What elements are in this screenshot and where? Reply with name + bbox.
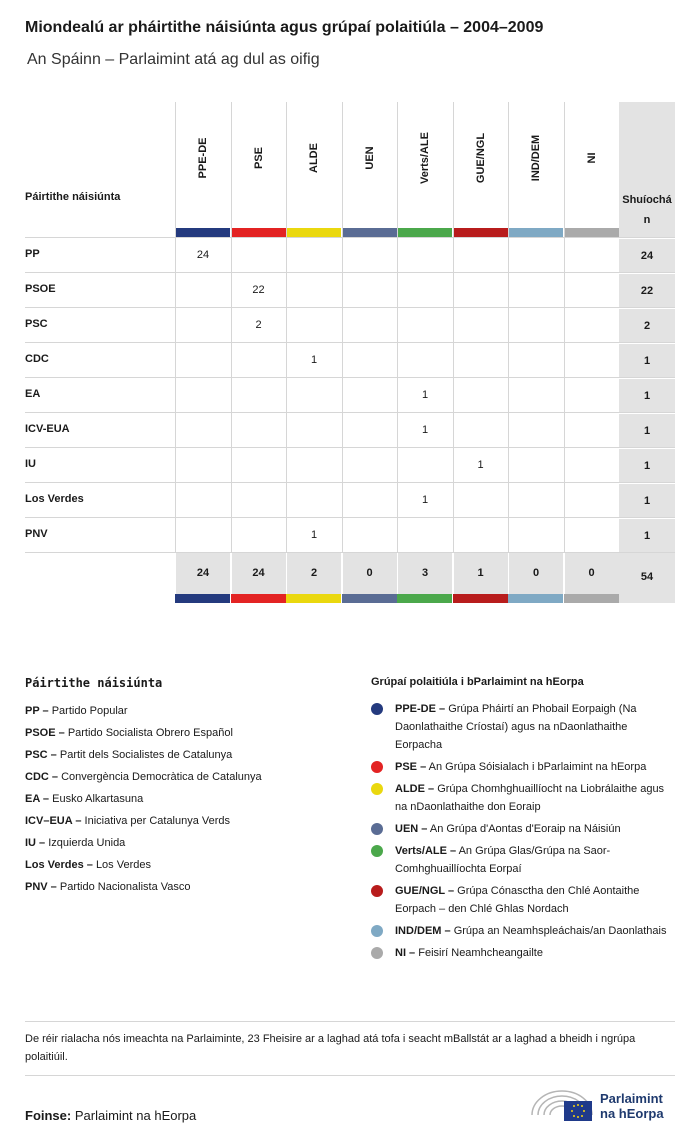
group-color-bar <box>454 228 508 237</box>
table-body <box>25 237 675 552</box>
group-color-bar <box>508 594 563 603</box>
group-column-header <box>508 102 563 237</box>
group-color-bar <box>232 228 286 237</box>
seat-cell <box>397 238 452 273</box>
party-column-header: Páirtithe náisiúnta <box>25 191 121 203</box>
seat-cell <box>564 308 619 343</box>
seat-cell <box>175 308 230 343</box>
seat-cell <box>453 273 508 308</box>
party-abbr: IU – <box>25 837 46 849</box>
page-title: Miondealú ar pháirtithe náisiúnta agus grúpaí polaitiúla – 2004–2009 <box>25 19 544 36</box>
table-header <box>25 102 675 237</box>
group-color-bar <box>343 228 397 237</box>
seat-cell <box>286 413 341 448</box>
group-abbr: UEN – <box>395 823 428 835</box>
party-name: ICV-EUA <box>25 423 70 435</box>
seat-cell <box>508 413 563 448</box>
party-full-name: Partido Popular <box>51 705 128 717</box>
seat-cell <box>286 483 341 518</box>
logo-line-2: na hEorpa <box>600 1106 664 1121</box>
seat-cell: 1 <box>453 448 508 483</box>
seat-cell: 2 <box>231 308 286 343</box>
groups-legend <box>371 676 671 966</box>
source-value: Parlaimint na hEorpa <box>74 1108 197 1123</box>
party-full-name: Partit dels Socialistes de Catalunya <box>59 749 233 761</box>
party-legend-item <box>25 700 355 722</box>
seat-table <box>25 102 675 603</box>
totals-row <box>25 552 675 603</box>
group-full-name: Grúpa Pháirtí an Phobail Eorpaigh (Na Daonlathaithe Críostaí) agus na nDaonlathaithe Eorpacha <box>395 703 637 751</box>
party-legend-item <box>25 832 355 854</box>
group-full-name: Feisirí Neamhcheangailte <box>418 947 543 959</box>
row-total: 1 <box>619 343 675 378</box>
seat-cell <box>286 273 341 308</box>
seat-cell <box>175 343 230 378</box>
seat-cell <box>508 378 563 413</box>
row-total: 1 <box>619 448 675 483</box>
group-total: 24 <box>231 553 286 595</box>
party-name: PNV <box>25 528 48 540</box>
seat-cell: 1 <box>397 413 452 448</box>
party-legend-item <box>25 810 355 832</box>
seat-cell <box>453 483 508 518</box>
seat-cell <box>231 483 286 518</box>
seat-cell <box>231 448 286 483</box>
group-legend-item <box>371 700 671 754</box>
group-color-bar <box>287 228 341 237</box>
group-color-bar <box>453 594 508 603</box>
group-column-label: Verts/ALE <box>419 132 431 184</box>
group-column-label: IND/DEM <box>530 134 542 182</box>
table-row <box>25 447 675 482</box>
group-color-bar <box>398 228 452 237</box>
group-color-dot-icon <box>371 845 383 857</box>
group-abbr: Verts/ALE – <box>395 845 457 857</box>
seat-cell: 1 <box>397 378 452 413</box>
group-legend-item <box>371 842 671 878</box>
seat-cell <box>231 343 286 378</box>
seat-cell <box>286 308 341 343</box>
group-legend-item <box>371 944 671 962</box>
group-total: 0 <box>342 553 397 595</box>
group-color-dot-icon <box>371 823 383 835</box>
seat-cell <box>564 378 619 413</box>
party-abbr: PP – <box>25 705 49 717</box>
parties-legend <box>25 676 355 898</box>
group-column-label: GUE/NGL <box>474 132 487 184</box>
seat-cell: 1 <box>397 483 452 518</box>
group-column-label: UEN <box>363 146 376 170</box>
group-abbr: NI – <box>395 947 416 959</box>
group-legend-item <box>371 820 671 838</box>
group-legend-item <box>371 922 671 940</box>
source-label: Foinse: <box>25 1108 72 1123</box>
party-legend-item <box>25 788 355 810</box>
table-row <box>25 377 675 412</box>
seat-cell <box>175 413 230 448</box>
total-column-header <box>619 102 675 237</box>
group-abbr: GUE/NGL – <box>395 885 455 897</box>
group-abbr: IND/DEM – <box>395 925 451 937</box>
logo-line-1: Parlaimint <box>600 1091 663 1106</box>
seat-cell <box>397 518 452 553</box>
row-total: 22 <box>619 273 675 308</box>
groups-legend-heading: Grúpaí polaitiúla i bParlaimint na hEorpa <box>371 676 584 688</box>
seat-cell <box>231 378 286 413</box>
group-color-bar <box>397 594 452 603</box>
party-name: PSOE <box>25 283 56 295</box>
seat-cell <box>342 343 397 378</box>
group-full-name: An Grúpa Sóisialach i bParlaimint na hEorpa <box>428 761 647 773</box>
divider <box>25 1075 675 1076</box>
seat-cell <box>453 518 508 553</box>
group-total: 0 <box>508 553 563 595</box>
seat-cell <box>175 448 230 483</box>
party-abbr: PSOE – <box>25 727 65 739</box>
parliament-logo <box>530 1085 680 1125</box>
party-full-name: Convergència Democràtica de Catalunya <box>61 771 262 783</box>
group-total: 1 <box>453 553 508 595</box>
seat-cell <box>342 308 397 343</box>
divider <box>25 1021 675 1022</box>
party-name: PSC <box>25 318 48 330</box>
party-legend-item <box>25 722 355 744</box>
group-color-bar <box>509 228 563 237</box>
seat-cell <box>286 238 341 273</box>
group-color-bar <box>564 594 619 603</box>
party-abbr: ICV–EUA – <box>25 815 82 827</box>
party-full-name: Los Verdes <box>95 859 151 871</box>
party-name: CDC <box>25 353 49 365</box>
seat-cell <box>175 273 230 308</box>
seat-cell <box>175 518 230 553</box>
footnote: De réir rialacha nós imeachta na Parlaiminte, 23 Fheisire ar a laghad atá tofa i seacht mBallstát ar a laghad a bheidh i ngrúpa polaitiúil. <box>25 1033 636 1063</box>
seat-cell <box>453 378 508 413</box>
seat-cell <box>508 518 563 553</box>
seat-cell: 1 <box>286 343 341 378</box>
group-column-header <box>175 102 230 237</box>
seat-cell <box>564 413 619 448</box>
group-color-bar <box>175 594 230 603</box>
group-column-header <box>342 102 397 237</box>
party-abbr: PNV – <box>25 881 57 893</box>
group-color-dot-icon <box>371 947 383 959</box>
table-row <box>25 272 675 307</box>
group-column-header <box>397 102 452 237</box>
row-total: 1 <box>619 413 675 448</box>
group-abbr: ALDE – <box>395 783 435 795</box>
row-total: 1 <box>619 518 675 553</box>
group-legend-item <box>371 882 671 918</box>
group-column-label: PSE <box>252 146 265 170</box>
seat-cell <box>508 448 563 483</box>
party-name: EA <box>25 388 41 400</box>
seat-cell <box>342 483 397 518</box>
seat-cell <box>397 273 452 308</box>
group-total: 3 <box>397 553 452 595</box>
seat-cell <box>564 483 619 518</box>
grand-total: 54 <box>619 553 675 603</box>
seat-cell: 1 <box>286 518 341 553</box>
party-name: IU <box>25 458 36 470</box>
seat-cell <box>397 308 452 343</box>
group-color-bar <box>286 594 341 603</box>
seat-cell <box>231 518 286 553</box>
group-legend-item <box>371 780 671 816</box>
party-abbr: CDC – <box>25 771 59 783</box>
logo-text <box>600 1091 664 1121</box>
seat-cell <box>564 448 619 483</box>
seat-cell <box>564 238 619 273</box>
seat-cell <box>508 483 563 518</box>
group-color-bar <box>565 228 619 237</box>
seat-cell <box>286 448 341 483</box>
group-full-name: An Grúpa d'Aontas d'Eoraip na Náisiún <box>429 823 621 835</box>
row-total: 1 <box>619 483 675 518</box>
party-name: Los Verdes <box>25 493 84 505</box>
total-column-label: Shuíochán <box>622 194 672 226</box>
table-row <box>25 342 675 377</box>
group-column-header <box>231 102 286 237</box>
group-abbr: PSE – <box>395 761 427 773</box>
seat-cell <box>508 343 563 378</box>
group-column-header <box>564 102 619 237</box>
group-column-label: PPE-DE <box>197 137 209 179</box>
seat-cell <box>342 448 397 483</box>
table-row <box>25 412 675 447</box>
party-legend-item <box>25 766 355 788</box>
seat-cell <box>397 448 452 483</box>
group-color-dot-icon <box>371 703 383 715</box>
seat-cell <box>231 413 286 448</box>
group-full-name: Grúpa Cónasctha den Chlé Aontaithe Eorpach – den Chlé Ghlas Nordach <box>395 885 640 915</box>
seat-cell <box>564 343 619 378</box>
seat-cell <box>342 378 397 413</box>
seat-cell <box>231 238 286 273</box>
group-color-bar <box>231 594 286 603</box>
group-full-name: An Grúpa Glas/Grúpa na Saor-Comhghuaillíochta Eorpaí <box>395 845 611 875</box>
seat-cell <box>175 483 230 518</box>
group-color-dot-icon <box>371 761 383 773</box>
group-full-name: Grúpa Chomhghuaillíocht na Liobrálaithe agus na nDaonlathaithe don Eoraip <box>395 783 665 813</box>
party-full-name: Partido Socialista Obrero Español <box>67 727 233 739</box>
seat-cell <box>453 238 508 273</box>
party-full-name: Partido Nacionalista Vasco <box>59 881 191 893</box>
seat-cell <box>286 378 341 413</box>
seat-cell: 22 <box>231 273 286 308</box>
row-total: 2 <box>619 308 675 343</box>
table-row <box>25 482 675 517</box>
seat-cell <box>453 413 508 448</box>
row-total: 24 <box>619 238 675 273</box>
group-abbr: PPE-DE – <box>395 703 446 715</box>
hemicycle-icon <box>530 1085 594 1123</box>
group-color-dot-icon <box>371 885 383 897</box>
group-column-label: ALDE <box>308 143 320 173</box>
row-total: 1 <box>619 378 675 413</box>
seat-cell <box>342 413 397 448</box>
group-column-header <box>453 102 508 237</box>
seat-cell <box>564 273 619 308</box>
group-full-name: Grúpa an Neamhspleáchais/an Daonlathais <box>453 925 667 937</box>
seat-cell <box>342 273 397 308</box>
seat-cell <box>508 273 563 308</box>
group-legend-item <box>371 758 671 776</box>
seat-cell <box>564 518 619 553</box>
group-total: 24 <box>175 553 230 595</box>
source-line <box>25 1108 196 1123</box>
party-name: PP <box>25 248 40 260</box>
seat-cell <box>508 238 563 273</box>
party-full-name: Izquierda Unida <box>48 837 126 849</box>
seat-cell: 24 <box>175 238 230 273</box>
group-column-header <box>286 102 341 237</box>
seat-cell <box>342 518 397 553</box>
party-full-name: Iniciativa per Catalunya Verds <box>84 815 231 827</box>
party-legend-item <box>25 876 355 898</box>
party-legend-item <box>25 744 355 766</box>
seat-cell <box>453 308 508 343</box>
parties-legend-heading: Páirtithe náisiúnta <box>25 676 163 690</box>
group-color-bar <box>176 228 230 237</box>
page-subtitle: An Spáinn – Parlaimint atá ag dul as oifig <box>27 51 320 68</box>
seat-cell <box>342 238 397 273</box>
group-total: 2 <box>286 553 341 595</box>
group-column-label: NI <box>585 152 598 164</box>
group-color-dot-icon <box>371 925 383 937</box>
group-total: 0 <box>564 553 619 595</box>
table-row <box>25 517 675 552</box>
seat-cell <box>175 378 230 413</box>
group-color-dot-icon <box>371 783 383 795</box>
seat-cell <box>397 343 452 378</box>
table-row <box>25 307 675 342</box>
party-abbr: PSC – <box>25 749 57 761</box>
group-color-bar <box>342 594 397 603</box>
party-abbr: EA – <box>25 793 50 805</box>
seat-cell <box>453 343 508 378</box>
party-legend-item <box>25 854 355 876</box>
party-abbr: Los Verdes – <box>25 859 93 871</box>
seat-cell <box>508 308 563 343</box>
table-row <box>25 237 675 272</box>
party-full-name: Eusko Alkartasuna <box>52 793 144 805</box>
